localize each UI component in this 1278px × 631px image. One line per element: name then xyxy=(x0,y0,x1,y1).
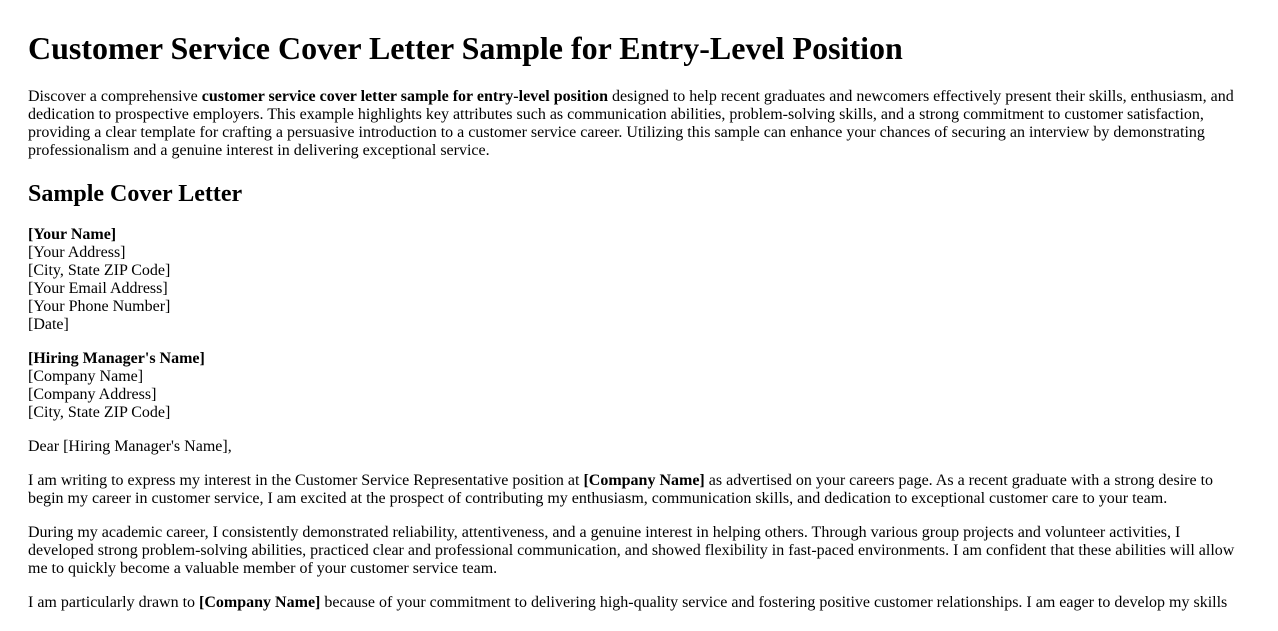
letter-date: [Date] xyxy=(28,316,69,333)
body-paragraph-1 xyxy=(28,472,1250,508)
intro-text-end: designed to help recent graduates and newcomers effectively present their skills, enthusiasm, and dedication to prospective employers. This example highlights key attributes such as communication abilities, problem-solving skills, and a strong commitment to customer satisfaction, providing a clear template for crafting a persuasive introduction to a customer service career. Utilizing this sample can enhance your chances of securing an interview by demonstrating professionalism and a genuine interest in delivering exceptional service. xyxy=(28,88,1234,159)
page-title: Customer Service Cover Letter Sample for Entry-Level Position xyxy=(28,30,903,66)
paragraph-3-start: I am particularly drawn to xyxy=(28,594,200,611)
salutation: Dear [Hiring Manager's Name], xyxy=(28,438,232,455)
recipient-address: [Company Address] xyxy=(28,386,157,403)
sender-block xyxy=(28,226,1250,334)
paragraph-3-end: because of your commitment to delivering high-quality service and fostering positive customer relationships. I am eager to develop my skills xyxy=(320,594,1228,611)
sender-email: [Your Email Address] xyxy=(28,280,168,297)
recipient-block xyxy=(28,350,1250,422)
body-paragraph-2: During my academic career, I consistently demonstrated reliability, attentiveness, and a genuine interest in helping others. Through various group projects and volunteer activities, I developed strong problem-solving abilities, practiced clear and professional communication, and showed flexibility in fast-paced environments. I am confident that these abilities will allow me to quickly become a valuable member of your customer service team. xyxy=(28,524,1235,577)
section-title: Sample Cover Letter xyxy=(28,181,243,207)
paragraph-1-start: I am writing to express my interest in the Customer Service Representative position at xyxy=(28,472,584,489)
sender-name xyxy=(28,226,1250,244)
sender-phone: [Your Phone Number] xyxy=(28,298,171,315)
paragraph-1-end: as advertised on your careers page. As a recent graduate with a strong desire to begin my career in customer service, I am excited at the prospect of contributing my enthusiasm, communication skills, and dedication to exceptional customer care to your team. xyxy=(28,472,1214,507)
intro-paragraph xyxy=(28,88,1250,160)
body-paragraph-3 xyxy=(28,594,1250,612)
paragraph-1-company: [Company Name] xyxy=(583,472,705,489)
document-page xyxy=(0,30,1278,612)
recipient-city: [City, State ZIP Code] xyxy=(28,404,171,421)
sender-address: [Your Address] xyxy=(28,244,126,261)
intro-bold-phrase: customer service cover letter sample for entry-level position xyxy=(201,88,608,105)
intro-text-start: Discover a comprehensive xyxy=(28,88,202,105)
sender-name-text: [Your Name] xyxy=(28,226,117,243)
recipient-name xyxy=(28,350,1250,368)
paragraph-3-company: [Company Name] xyxy=(199,594,321,611)
recipient-name-text: [Hiring Manager's Name] xyxy=(28,350,205,367)
recipient-company: [Company Name] xyxy=(28,368,144,385)
sender-city: [City, State ZIP Code] xyxy=(28,262,171,279)
